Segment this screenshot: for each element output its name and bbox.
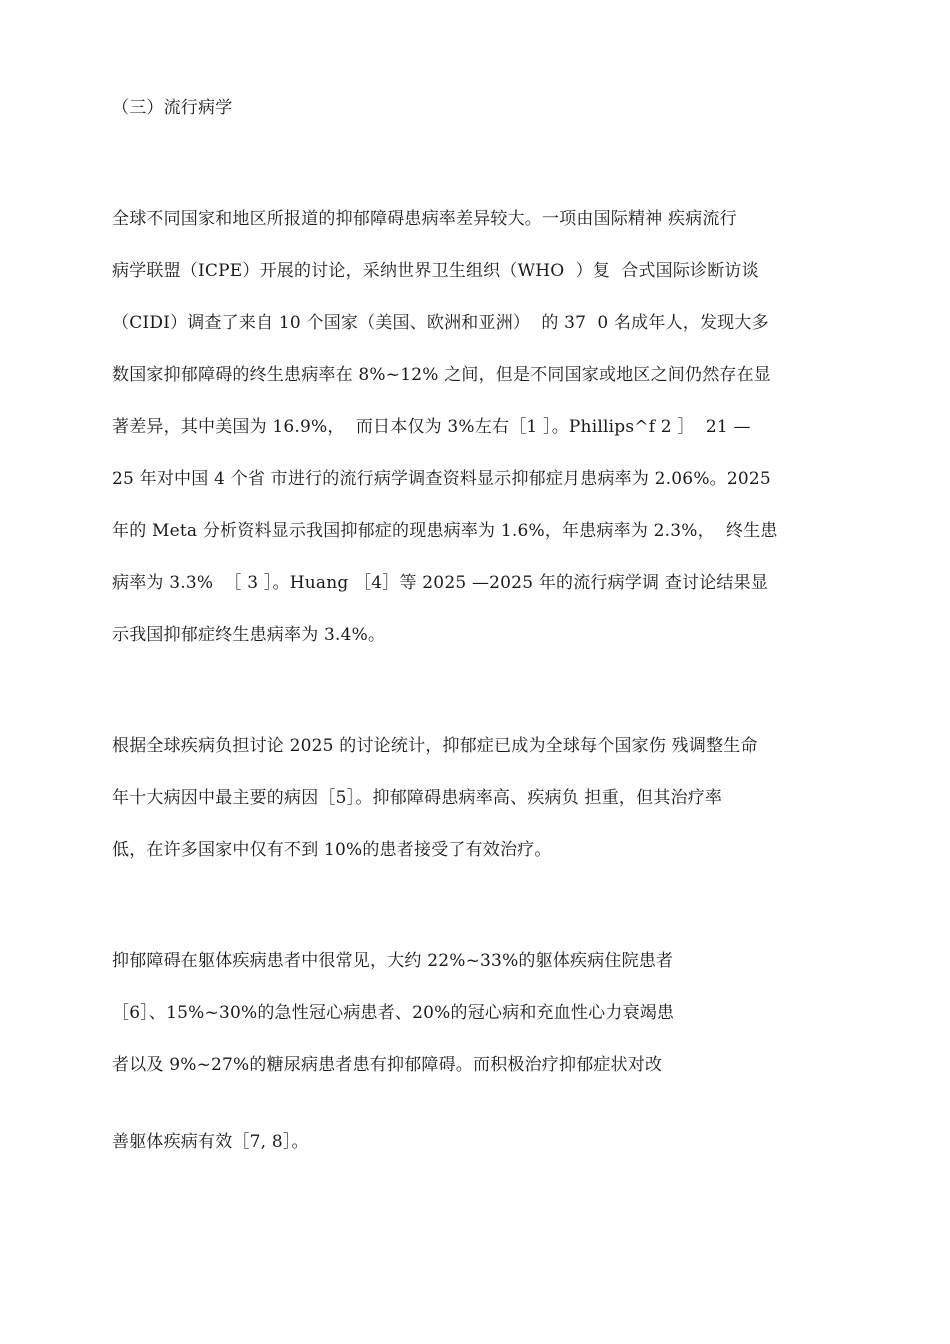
paragraph-2-line-2: 年十大病因中最主要的病因［5］。抑郁障碍患病率高、疾病负 担重，但其治疗率 bbox=[112, 788, 723, 808]
section-heading: （三）流行病学 bbox=[112, 98, 233, 118]
paragraph-1-line-3: （CIDI）调查了来自 10 个国家（美国、欧洲和亚洲） 的 37 0 名成年人，发现大多 bbox=[112, 313, 769, 333]
paragraph-3-line-3: 者以及 9%~27%的糖尿病患者患有抑郁障碍。而积极治疗抑郁症状对改 bbox=[112, 1055, 663, 1075]
paragraph-1-line-6: 25 年对中国 4 个省 市进行的流行病学调查资料显示抑郁症月患病率为 2.06%。2025 bbox=[112, 469, 771, 489]
paragraph-1-line-7: 年的 Meta 分析资料显示我国抑郁症的现患病率为 1.6%，年患病率为 2.3%， 终生患 bbox=[112, 521, 778, 541]
paragraph-3-line-4: 善躯体疾病有效［7, 8］。 bbox=[112, 1132, 309, 1152]
paragraph-1-line-4: 数国家抑郁障碍的终生患病率在 8%~12% 之间，但是不同国家或地区之间仍然存在显 bbox=[112, 365, 772, 385]
paragraph-3-line-2: ［6］、15%~30%的急性冠心病患者、20%的冠心病和充血性心力衰竭患 bbox=[112, 1003, 675, 1023]
paragraph-1-line-5: 著差异，其中美国为 16.9%， 而日本仅为 3%左右［1 ］。Phillips^f 2 ］ 21 — bbox=[112, 417, 751, 437]
paragraph-1-line-8: 病率为 3.3% ［ 3 ］。Huang ［4］等 2025 —2025 年的流行病学调 查讨论结果显 bbox=[112, 573, 769, 593]
paragraph-3-line-1: 抑郁障碍在躯体疾病患者中很常见，大约 22%~33%的躯体疾病住院患者 bbox=[112, 951, 674, 971]
paragraph-1-line-2: 病学联盟（ICPE）开展的讨论，采纳世界卫生组织（WHO ）复 合式国际诊断访谈 bbox=[112, 261, 759, 281]
paragraph-1-line-1: 全球不同国家和地区所报道的抑郁障碍患病率差异较大。一项由国际精神 疾病流行 bbox=[112, 209, 737, 229]
paragraph-2-line-1: 根据全球疾病负担讨论 2025 的讨论统计，抑郁症已成为全球每个国家伤 残调整生命 bbox=[112, 736, 758, 756]
paragraph-1-line-9: 示我国抑郁症终生患病率为 3.4%。 bbox=[112, 625, 386, 645]
paragraph-2-line-3: 低，在许多国家中仅有不到 10%的患者接受了有效治疗。 bbox=[112, 840, 552, 860]
